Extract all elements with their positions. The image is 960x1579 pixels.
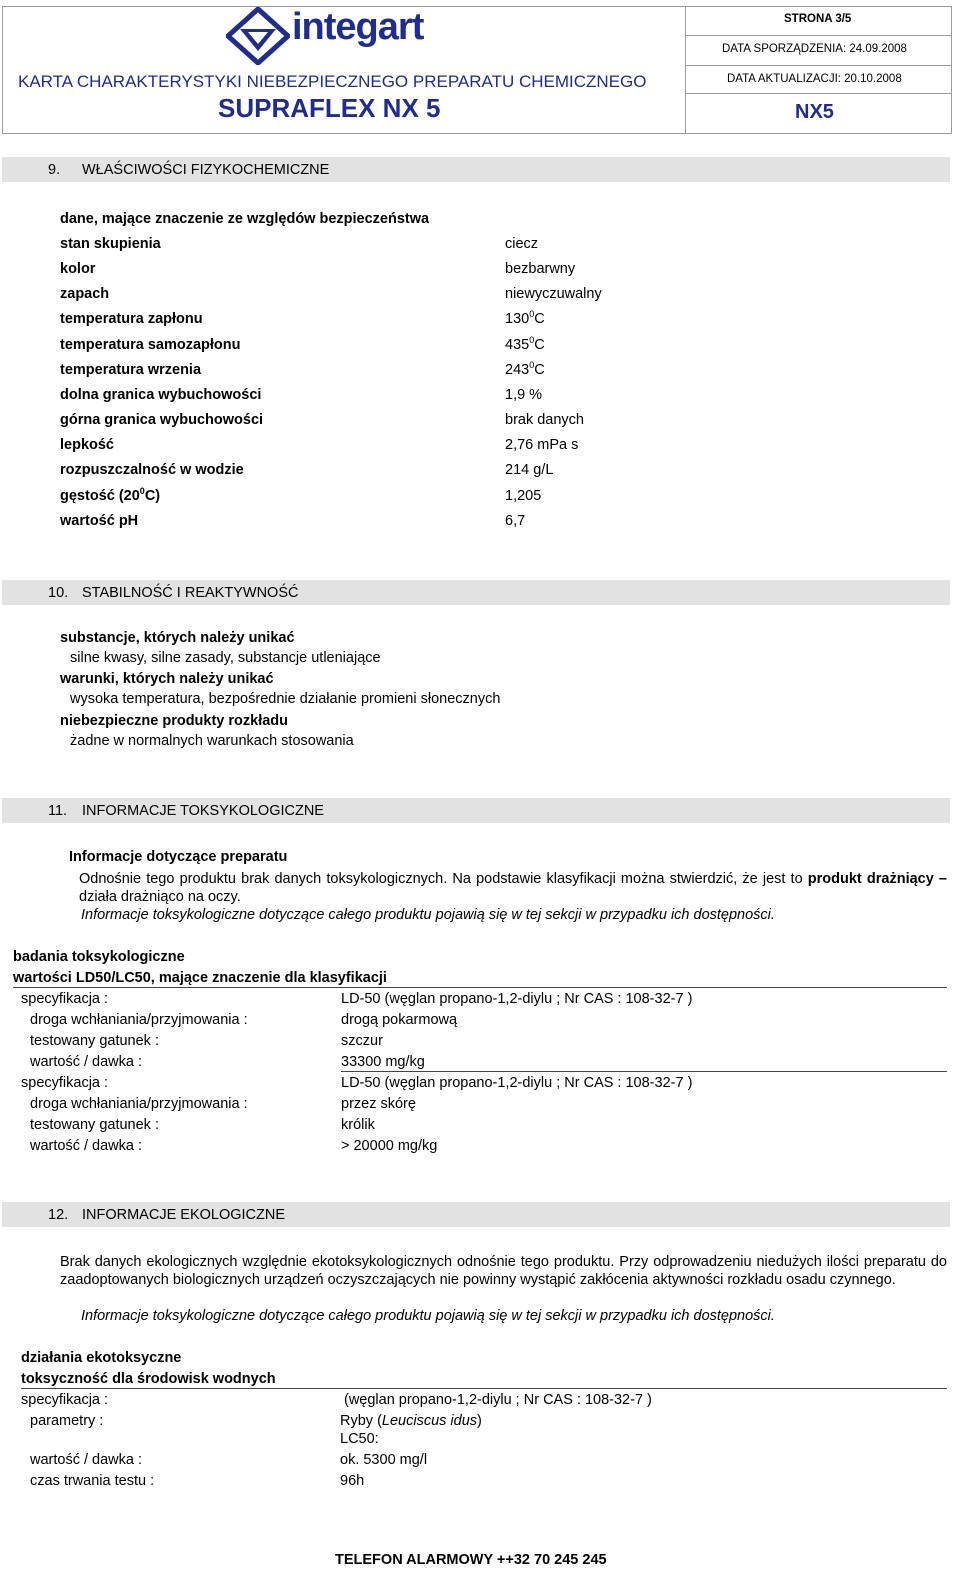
emergency-phone: TELEFON ALARMOWY ++32 70 245 245 (335, 1552, 607, 1568)
info-note: Informacje toksykologiczne dotyczące całego produktu pojawią się w tej sekcji w przypadku ich dostępności. (81, 907, 775, 923)
section-number: 11. (48, 803, 68, 819)
property-value: 214 g/L (505, 462, 554, 478)
divider (341, 1071, 947, 1072)
created-date: DATA SPORZĄDZENIA: 24.09.2008 (722, 43, 907, 55)
field-value: Ryby (Leuciscus idus) (340, 1413, 482, 1429)
field-value: drogą pokarmową (341, 1012, 458, 1028)
subheading: toksyczność dla środowisk wodnych (21, 1371, 276, 1387)
property-value: 6,7 (505, 513, 526, 529)
text-line: wysoka temperatura, bezpośrednie działanie promieni słonecznych (70, 691, 501, 707)
field-value: (węglan propano-1,2-diylu ; Nr CAS : 108-32-7 ) (344, 1392, 652, 1408)
section-number: 9. (48, 162, 61, 178)
section-title: INFORMACJE EKOLOGICZNE (82, 1207, 286, 1223)
property-label: temperatura wrzenia (60, 362, 202, 378)
field-value: > 20000 mg/kg (341, 1138, 438, 1154)
text-line: żadne w normalnych warunkach stosowania (70, 733, 354, 749)
field-label: wartość / dawka : (30, 1452, 143, 1468)
property-value: $435^0C$ (505, 335, 545, 353)
subheading: niebezpieczne produkty rozkładu (60, 713, 289, 729)
document-title: KARTA CHARAKTERYSTYKI NIEBEZPIECZNEGO PREPARATU CHEMICZNEGO (18, 72, 647, 91)
section-11-header (2, 798, 950, 823)
property-label: górna granica wybuchowości (60, 412, 264, 428)
section-9-header (2, 157, 950, 182)
field-label: czas trwania testu : (30, 1473, 155, 1489)
field-value: LC50: (340, 1431, 379, 1447)
header-divider (686, 65, 951, 66)
integart-logo-icon (226, 7, 290, 65)
field-label: specyfikacja : (21, 991, 109, 1007)
field-label: parametry : (30, 1413, 104, 1429)
property-label: wartość pH (60, 513, 139, 529)
field-label: wartość / dawka : (30, 1138, 143, 1154)
field-value: królik (341, 1117, 375, 1133)
field-value: 96h (340, 1473, 365, 1489)
field-value: LD-50 (węglan propano-1,2-diylu ; Nr CAS : 108-32-7 ) (341, 991, 693, 1007)
property-value: ciecz (505, 236, 539, 252)
property-label: lepkość (60, 437, 114, 453)
property-label: kolor (60, 261, 96, 277)
field-label: droga wchłaniania/przyjmowania : (30, 1096, 248, 1112)
subheading: substancje, których należy unikać (60, 630, 295, 646)
subheading: wartości LD50/LC50, mające znaczenie dla klasyfikacji (13, 970, 387, 986)
field-label: testowany gatunek : (30, 1033, 159, 1049)
property-label: stan skupienia (60, 236, 161, 252)
property-value: 2,76 mPa s (505, 437, 579, 453)
divider (21, 1388, 947, 1389)
field-label: specyfikacja : (21, 1075, 109, 1091)
property-label: gęstość $(20^0C)$ (60, 486, 161, 504)
divider (13, 987, 947, 988)
property-value: $243^0C$ (505, 360, 545, 378)
section-number: 12. (48, 1207, 69, 1223)
field-label: wartość / dawka : (30, 1054, 143, 1070)
field-value: szczur (341, 1033, 383, 1049)
page-number: STRONA 3/5 (784, 13, 852, 25)
field-value: ok. 5300 mg/l (340, 1452, 428, 1468)
subheading: badania toksykologiczne (13, 949, 185, 965)
property-value: niewyczuwalny (505, 286, 602, 302)
product-code: NX5 (795, 101, 834, 123)
property-value: 1,205 (505, 488, 542, 504)
header-divider (686, 93, 951, 94)
section-10-header (2, 580, 950, 605)
text-line: silne kwasy, silne zasady, substancje utleniające (70, 650, 381, 666)
eco-paragraph: Brak danych ekologicznych względnie ekotoksykologicznych odnośnie tego produktu. Przy odprowadzeniu niedużych ilości preparatu do zaadoptowanych biologicznych urządzeń oczyszczających nie powinny wystąpić zakłócenia aktywności rozkładu osadu czynnego. (60, 1254, 947, 1288)
section-title: STABILNOŚĆ I REAKTYWNOŚĆ (82, 585, 299, 601)
section-12-header (2, 1202, 950, 1227)
field-value: 33300 mg/kg (341, 1054, 425, 1070)
info-paragraph: Odnośnie tego produktu brak danych toksykologicznych. Na podstawie klasyfikacji można stwierdzić, że jest to produkt drażniący – działa drażniąco na oczy. (79, 871, 947, 905)
property-label: rozpuszczalność w wodzie (60, 462, 244, 478)
product-name: SUPRAFLEX NX 5 (218, 93, 441, 123)
field-value: przez skórę (341, 1096, 416, 1112)
subheading: warunki, których należy unikać (60, 671, 274, 687)
logo-text: integart (292, 6, 424, 48)
header-divider (686, 35, 951, 36)
header-divider (685, 7, 686, 133)
property-label: temperatura zapłonu (60, 311, 203, 327)
section-title: WŁAŚCIWOŚCI FIZYKOCHEMICZNE (82, 162, 330, 178)
eco-note: Informacje toksykologiczne dotyczące całego produktu pojawią się w tej sekcji w przypadku ich dostępności. (81, 1308, 775, 1324)
property-value: 1,9 % (505, 387, 543, 403)
subheading: działania ekotoksyczne (21, 1350, 182, 1366)
section-number: 10. (48, 585, 69, 601)
field-label: droga wchłaniania/przyjmowania : (30, 1012, 248, 1028)
property-label: zapach (60, 286, 110, 302)
field-label: specyfikacja : (21, 1392, 109, 1408)
property-value: bezbarwny (505, 261, 576, 277)
property-label: dolna granica wybuchowości (60, 387, 262, 403)
field-label: testowany gatunek : (30, 1117, 159, 1133)
property-value: $130^0C$ (505, 309, 545, 327)
section-9-subtitle: dane, mające znaczenie ze względów bezpieczeństwa (60, 211, 430, 227)
property-value: brak danych (505, 412, 584, 428)
section-title: INFORMACJE TOKSYKOLOGICZNE (82, 803, 324, 819)
field-value: LD-50 (węglan propano-1,2-diylu ; Nr CAS : 108-32-7 ) (341, 1075, 693, 1091)
subheading: Informacje dotyczące preparatu (69, 849, 288, 865)
updated-date: DATA AKTUALIZACJI: 20.10.2008 (727, 73, 902, 85)
property-label: temperatura samozapłonu (60, 337, 241, 353)
